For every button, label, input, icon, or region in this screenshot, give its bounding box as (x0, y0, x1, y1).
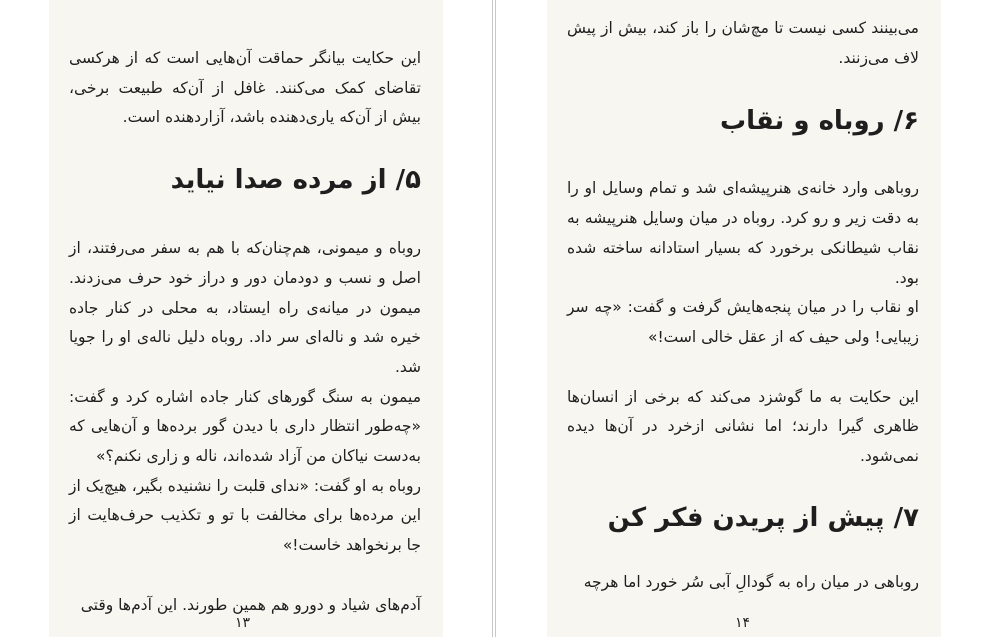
fable-heading: ۶/ روباه و نقاب (719, 106, 919, 137)
fable-heading: ۵/ از مرده صدا نیاید (170, 165, 421, 196)
moral-paragraph: این حکایت بیانگر حماقت آن‌هایی است که از هرکسی تقاضای کمک می‌کنند. غافل از آن‌که طبیعت برخی، بیش از آن‌که یاری‌دهنده باشد، آزاردهنده است. (69, 49, 421, 127)
fable-paragraph: روباهی وارد خانه‌ی هنرپیشه‌ای شد و تمام وسایل او را به دقت زیر و رو کرد. روباه در میان وسایل هنرپیشه به نقاب شیطانکی برخورد که بسیار استادانه ساخته شده بود. (567, 179, 919, 287)
moral-paragraph: این حکایت به ما گوشزد می‌کند که برخی از انسان‌ها ظاهری گیرا دارند؛ اما نشانی ازخرد در آن‌ها دیده نمی‌شود. (567, 387, 919, 466)
fable-paragraph: روباهی در میان راه به گودالِ آبی سُر خورد اما هرچه (583, 572, 919, 591)
fable-heading: ۷/ پیش از پریدن فکر کن (607, 502, 919, 533)
page-number: ۱۳ (235, 615, 251, 631)
moral-paragraph: آدم‌های شیاد و دورو هم همین طورند. این آدم‌ها وقتی (80, 595, 421, 614)
fable-paragraph: روباه به او گفت: «ندای قلبت را نشنیده بگیر، هیچ‌یک از این مرده‌ها برای مخالفت با تو و تکذیب حرف‌هایت از جا برنخواهد خاست!» (69, 476, 421, 555)
book-spine (492, 0, 496, 637)
page-number: ۱۴ (735, 615, 751, 631)
fable-paragraph: روباه و میمونی، هم‌چنان‌که با هم به سفر می‌رفتند، از اصل و نسب و دودمان دور و دراز خود حرف می‌زدند. میمون در میانه‌ی راه ایستاد، به محلی در کنار جاده خیره شد و ناله‌ای سر داد. روباه دلیل ناله‌ی او را جویا شد. (69, 239, 421, 376)
fable-paragraph: میمون به سنگ گورهای کنار جاده اشاره کرد و گفت: «چه‌طور انتظار داری با دیدن گور برده‌ها و آن‌هایی که به‌دست نیاکان من آزاد شده‌اند، ناله و زاری نکنم؟» (69, 387, 421, 466)
left-page (49, 0, 443, 637)
fable-paragraph: او نقاب را در میان پنجه‌هایش گرفت و گفت: «چه سر زیبایی! ولی حیف که از عقل خالی است!» (567, 298, 919, 346)
right-page (547, 0, 941, 637)
moral-paragraph: می‌بینند کسی نیست تا مچ‌شان را باز کند، بیش از پیش لاف می‌زنند. (567, 19, 919, 67)
